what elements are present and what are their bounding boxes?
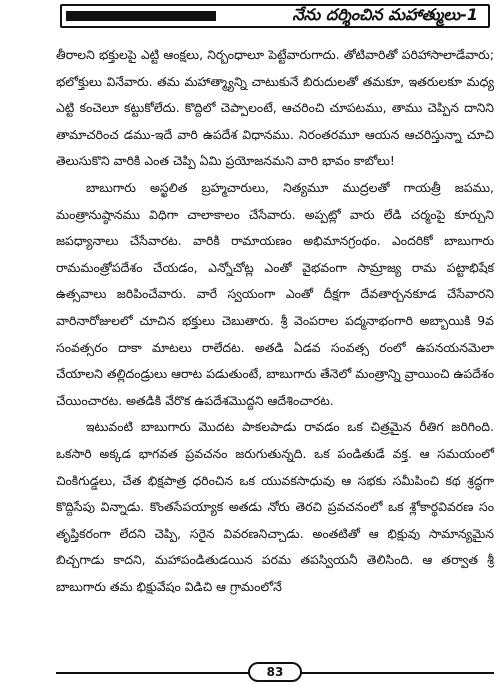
paragraph-2: బాబుగారు అస్ఖలిత బ్రహ్మచారులు, నిత్యమూ ముద్రలతో గాయత్రీ జపము, మంత్రానుష్ఠానము విధిగా చాలాకాలం చేసేవారు. అప్పట్లో వారు లేడి చర్మంపై కూర్చుని జపధ్యానాలు చేసేవారట. వారికి రామాయణం అభిమానగ్రంథం. ఎందరికో బాబుగారు రామమంత్రోపదేశం చేయడం, ఎన్నోచోట్ల ఎంతో వైభవంగా సామ్రాజ్య రామ పట్టాభిషేక ఉత్సవాలు జరిపించేవారు. వారే స్వయంగా ఎంతో దీక్షగా దేవతార్చనకూడ చేసేవారని వారినారోజులలో చూచిన భక్తులు చెబుతారు. శ్రీ వెంపరాల పద్మనాభంగారి అబ్బాయికి 9వ సంవత్సరం దాకా మాటలు రాలేదట. అతడి ఏడవ సంవత్స రంలో ఉపనయనమెలా చేయాలని తల్లిదండ్రులు ఆరాట పడుతుంటే, బాబుగారు తేనెలో మంత్రాన్ని వ్రాయించి ఉపదేశం చేయించారట. అతడికి వేరొక ఉపదేశమొద్దని ఆదేశించారట. xyxy=(56,179,494,408)
paragraph-3: ఇటువంటి బాబుగారు మొదట పాకలపాడు రావడం ఒక చిత్రమైన రీతిగ జరిగింది. ఒకసారి అక్కడ భాగవత ప్రవచనం జరుగుతున్నది. ఒక పండితుడే వక్త. ఆ సమయంలో చింకిగుడ్డలు, చేత భిక్షపాత్ర ధరించిన ఒక యువకసాధువు ఆ సభకు సమీపించి కథ శ్రద్ధగా కొద్దిసేపు విన్నాడు. కొంతసేపయ్యాక అతడు నోరు తెరచి ప్రవచనంలో ఒక శ్లోకార్థవివరణ సం తృప్తికరంగా లేదని చెప్పి, సరైన వివరణనిచ్చాడు. అంతటితో ఆ భిక్షువు సామాన్యమైన బిచ్చగాడు కాదని, మహాపండితుడయిన పరమ తపస్వియనీ తెలిసింది. ఆ తర్వాత శ్రీ బాబుగారు తమ భిక్షువేషం విడిచి ఆ గ్రామంలోనే xyxy=(56,419,494,594)
header-decorative-bar xyxy=(66,11,216,21)
page-footer xyxy=(56,662,494,682)
paragraph-1: తీరాలని భక్తులపై ఎట్టి ఆంక్షలు, నిర్బంధాలూ పెట్టేవారుగాదు. తోటివారితో పరిహాసాలాడేవారు; భలోక్తులు వినేవారు. తమ మహాత్మ్యాన్ని చాటుకునే బిరుదులతో తమకూ, ఇతరులకూ మధ్య ఎట్టి కంచెలూ కట్టుకోలేదు. కొద్దిలో చెప్పాలంటే, ఆచరించి చూపటము, తాము చెప్పిన దానిని తామాచరించ డము-ఇదే వారి ఉపదేశ విధానము. నిరంతరమూ ఆయన ఆచరిస్తున్నా చూచి తెలుసుకొని వారికి ఎంత చెప్పి ఏమి ప్రయోజనమని వారి భావం కాబోలు! xyxy=(56,47,495,169)
header-title: నేను దర్శించిన మహాత్ములు-1 xyxy=(292,4,478,24)
running-header xyxy=(60,4,490,28)
page-number: 83 xyxy=(248,662,302,682)
body-text xyxy=(56,42,494,600)
